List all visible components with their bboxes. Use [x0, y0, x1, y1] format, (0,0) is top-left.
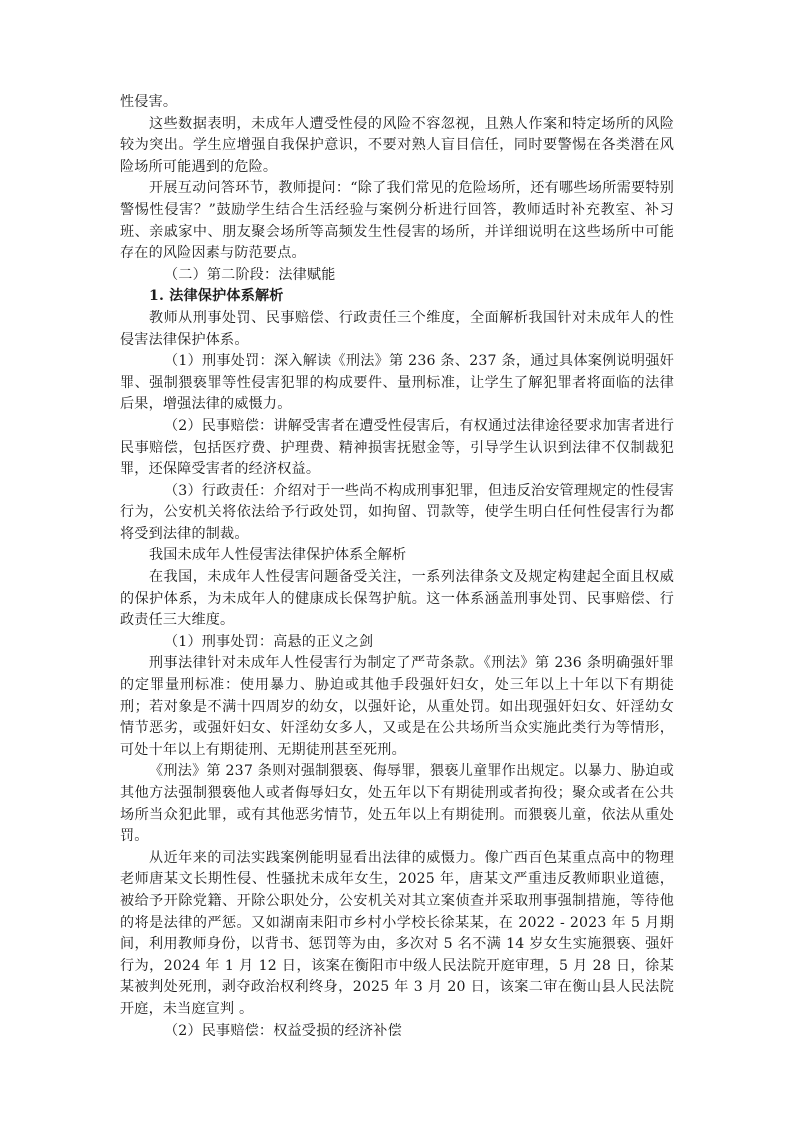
paragraph-criminal-punishment: （1）刑事处罚：深入解读《刑法》第 236 条、237 条，通过具体案例说明强奸罪、强制猥亵罪等性侵害犯罪的构成要件、量刑标准，让学生了解犯罪者将面临的法律后果，增强法律的威慑力。 [120, 353, 674, 413]
paragraph-legal-overview: 教师从刑事处罚、民事赔偿、行政责任三个维度，全面解析我国针对未成年人的性侵害法律保护体系。 [120, 309, 674, 348]
paragraph-administrative-liability: （3）行政责任：介绍对于一些尚不构成刑事犯罪，但违反治安管理规定的性侵害行为，公安机关将依法给予行政处罚，如拘留、罚款等，使学生明白任何性侵害行为都将受到法律的制裁。 [120, 482, 674, 542]
paragraph-article-236: 刑事法律针对未成年人性侵害行为制定了严苛条款。《刑法》第 236 条明确强奸罪的定罪量刑标准：使用暴力、胁迫或其他手段强奸妇女，处三年以上十年以下有期徒刑；若对象是不满十四周岁的幼女，以强奸论，从重处罚。如出现强奸妇女、奸淫幼女情节恶劣，或强奸妇女、奸淫幼女多人，又或是在公共场所当众实施此类行为等情形，可处十年以上有期徒刑、无期徒刑甚至死刑。 [120, 655, 674, 758]
section-heading-stage-two: （二）第二阶段：法律赋能 [164, 266, 336, 283]
subsection-heading-legal-system: 1. 法律保护体系解析 [149, 288, 284, 305]
paragraph-system-intro: 在我国，未成年人性侵害问题备受关注，一系列法律条文及规定构建起全面且权威的保护体系，为未成年人的健康成长保驾护航。这一体系涵盖刑事处罚、民事赔偿、行政责任三大维度。 [120, 569, 674, 629]
paragraph-article-237: 《刑法》第 237 条则对强制猥亵、侮辱罪，猥亵儿童罪作出规定。以暴力、胁迫或其他方法强制猥亵他人或者侮辱妇女，处五年以下有期徒刑或者拘役；聚众或者在公共场所当众犯此罪，或有其他恶劣情节，处五年以上有期徒刑。而猥亵儿童，依法从重处罚。 [120, 763, 674, 845]
heading-civil-compensation: （2）民事赔偿：权益受损的经济补偿 [164, 1022, 402, 1039]
paragraph-civil-compensation: （2）民事赔偿：讲解受害者在遭受性侵害后，有权通过法律途径要求加害者进行民事赔偿，包括医疗费、护理费、精神损害抚慰金等，引导学生认识到法律不仅制裁犯罪，还保障受害者的经济权益。 [120, 417, 674, 478]
heading-criminal-punishment: （1）刑事处罚：高悬的正义之剑 [164, 633, 374, 650]
paragraph-judicial-cases: 从近年来的司法实践案例能明显看出法律的威慑力。像广西百色某重点高中的物理老师唐某文长期性侵、性骚扰未成年女生，2025 年，唐某文严重违反教师职业道德，被给予开除党籍、开除公职处分，公安机关对其立案侦查并采取刑事强制措施，等待他的将是法律的严惩。又如湖南耒阳市乡村小学校长徐某某，在 2022 - 2023 年 5 月期间，利用教师身份，以背书、惩罚等为由，多次对 5 名不满 14 岁女生实施猥亵、强奸行为，2024 年 1 月 12 日，该案在衡阳市中级人民法院开庭审理，5 月 28 日，徐某某被判处死刑，剥夺政治权利终身，2025 年 3 月 20 日，该案二审在衡山县人民法院开庭，未当庭宣判 。 [120, 849, 674, 1017]
paragraph-system-title: 我国未成年人性侵害法律保护体系全解析 [149, 547, 407, 564]
paragraph-interactive-qa: 开展互动问答环节，教师提问：“除了我们常见的危险场所，还有哪些场所需要特别警惕性侵害？”鼓励学生结合生活经验与案例分析进行回答，教师适时补充教室、补习班、亲戚家中、朋友聚会场所等高频发生性侵害的场所，并详细说明在这些场所中可能存在的风险因素与防范要点。 [120, 180, 674, 262]
paragraph-continuation: 性侵害。 [120, 94, 178, 110]
paragraph-data-summary: 这些数据表明，未成年人遭受性侵的风险不容忽视，且熟人作案和特定场所的风险较为突出。学生应增强自我保护意识，不要对熟人盲目信任，同时要警惕在各类潜在风险场所可能遇到的危险。 [120, 115, 674, 175]
